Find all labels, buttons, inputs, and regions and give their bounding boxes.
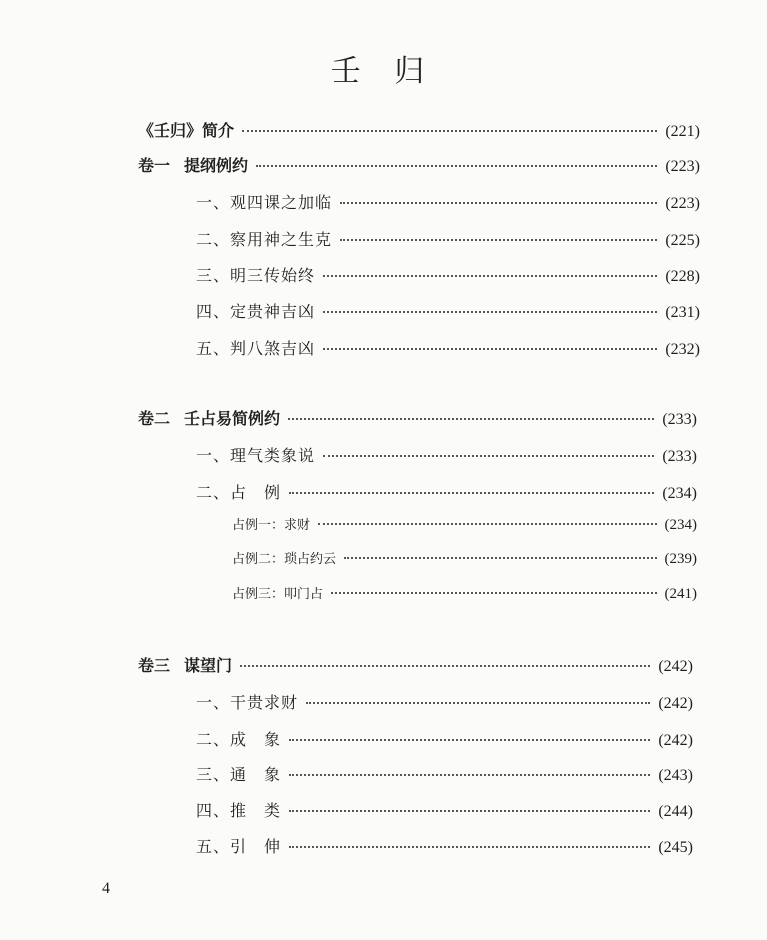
toc-entry-label (196, 299, 315, 322)
toc-entry-title: 《壬归》简介 (138, 121, 235, 140)
toc-entry-title: 一、观四课之加临 (196, 193, 333, 212)
toc-page-number: (232) (665, 341, 700, 358)
toc-entry-title: 四、定贵神吉凶 (196, 302, 316, 321)
toc-entry[interactable] (196, 762, 693, 785)
toc-entry-title: 占例一：求财 (232, 518, 311, 533)
toc-entry[interactable] (196, 443, 697, 466)
toc-entry-label (196, 227, 332, 250)
dot-leader (344, 557, 656, 559)
toc-entry[interactable] (196, 834, 693, 857)
toc-entry-label (196, 690, 298, 713)
toc-page-number: (242) (658, 732, 693, 749)
dot-leader (288, 418, 654, 420)
dot-leader (340, 239, 657, 241)
toc-page-number: (228) (665, 268, 700, 285)
toc-entry[interactable] (196, 263, 700, 286)
toc-page-number: (245) (658, 839, 693, 856)
toc-page-number: (233) (662, 411, 697, 428)
dot-leader (323, 275, 657, 277)
toc-entry-label (138, 153, 248, 176)
toc-entry-label (196, 190, 332, 213)
toc-entry-label (196, 834, 281, 857)
toc-entry-label (232, 583, 323, 602)
toc-entry-label (138, 653, 232, 676)
toc-entry-title: 二、察用神之生克 (196, 230, 333, 249)
toc-entry-title: 三、通 象 (196, 765, 282, 784)
toc-page-number: (242) (658, 695, 693, 712)
dot-leader (240, 665, 650, 667)
toc-entry[interactable] (196, 690, 693, 713)
toc-entry[interactable] (196, 190, 700, 213)
toc-page-number: (243) (658, 767, 693, 784)
toc-entry[interactable] (196, 336, 700, 359)
toc-page-number: (225) (665, 232, 700, 249)
dot-leader (289, 846, 650, 848)
toc-entry-title: 一、干贵求财 (196, 693, 299, 712)
dot-leader (289, 739, 650, 741)
dot-leader (289, 810, 650, 812)
toc-page-number: (234) (662, 485, 697, 502)
toc-entry-label (232, 548, 336, 567)
dot-leader (242, 130, 657, 132)
toc-entry[interactable] (232, 548, 697, 568)
dot-leader (318, 523, 656, 525)
toc-entry[interactable] (196, 227, 700, 250)
toc-entry-title: 提纲例约 (184, 156, 249, 175)
toc-entry-title: 占例三：叩门占 (232, 587, 324, 602)
toc-page-number: (242) (658, 658, 693, 675)
dot-leader (289, 492, 654, 494)
toc-page-number: (221) (665, 123, 700, 140)
toc-entry[interactable] (138, 653, 693, 676)
toc-entry[interactable] (232, 514, 697, 534)
toc-page-number: (231) (665, 304, 700, 321)
toc-entry-label (138, 406, 280, 429)
toc-entry[interactable] (196, 727, 693, 750)
toc-entry-label (196, 336, 315, 359)
toc-page-number: (239) (664, 551, 697, 567)
toc-entry-label (196, 443, 315, 466)
toc-entry-title: 二、占 例 (196, 483, 282, 502)
dot-leader (340, 202, 657, 204)
toc-entry-title: 谋望门 (184, 656, 233, 675)
toc-entry[interactable] (196, 798, 693, 821)
toc-entry-title: 壬占易简例约 (184, 409, 281, 428)
toc-entry-label (138, 118, 234, 141)
toc-entry[interactable] (138, 153, 700, 176)
toc-entry-title: 四、推 类 (196, 801, 282, 820)
dot-leader (331, 592, 656, 594)
toc-entry-title: 一、理气类象说 (196, 446, 316, 465)
toc-entry-title: 三、明三传始终 (196, 266, 316, 285)
toc-entry-title: 二、成 象 (196, 730, 282, 749)
toc-entry-label (232, 514, 310, 533)
toc-page-number: (234) (664, 517, 697, 533)
toc-entry[interactable] (196, 299, 700, 322)
toc-page-number: (241) (664, 586, 697, 602)
toc-entry-label (196, 480, 281, 503)
page-title: 壬 归 (330, 54, 437, 89)
toc-page-number: (244) (658, 803, 693, 820)
dot-leader (323, 455, 654, 457)
toc-entry[interactable] (196, 480, 697, 503)
dot-leader (289, 774, 650, 776)
toc-entry-title: 占例二：琐占约云 (232, 552, 337, 567)
toc-page-number: (223) (665, 195, 700, 212)
toc-page-number: (223) (665, 158, 700, 175)
dot-leader (306, 702, 650, 704)
dot-leader (256, 165, 657, 167)
toc-entry-title: 五、判八煞吉凶 (196, 339, 316, 358)
toc-entry-title: 五、引 伸 (196, 837, 282, 856)
toc-volume-label: 卷二 (138, 409, 171, 428)
toc-entry[interactable] (138, 118, 700, 141)
toc-volume-label: 卷三 (138, 656, 171, 675)
toc-page-number: (233) (662, 448, 697, 465)
toc-entry[interactable] (138, 406, 697, 429)
toc-entry-label (196, 762, 281, 785)
toc-entry[interactable] (232, 583, 697, 603)
dot-leader (323, 348, 657, 350)
toc-entry-label (196, 727, 281, 750)
toc-entry-label (196, 263, 315, 286)
toc-volume-label: 卷一 (138, 156, 171, 175)
toc-entry-label (196, 798, 281, 821)
page-number: 4 (102, 880, 110, 897)
dot-leader (323, 311, 657, 313)
